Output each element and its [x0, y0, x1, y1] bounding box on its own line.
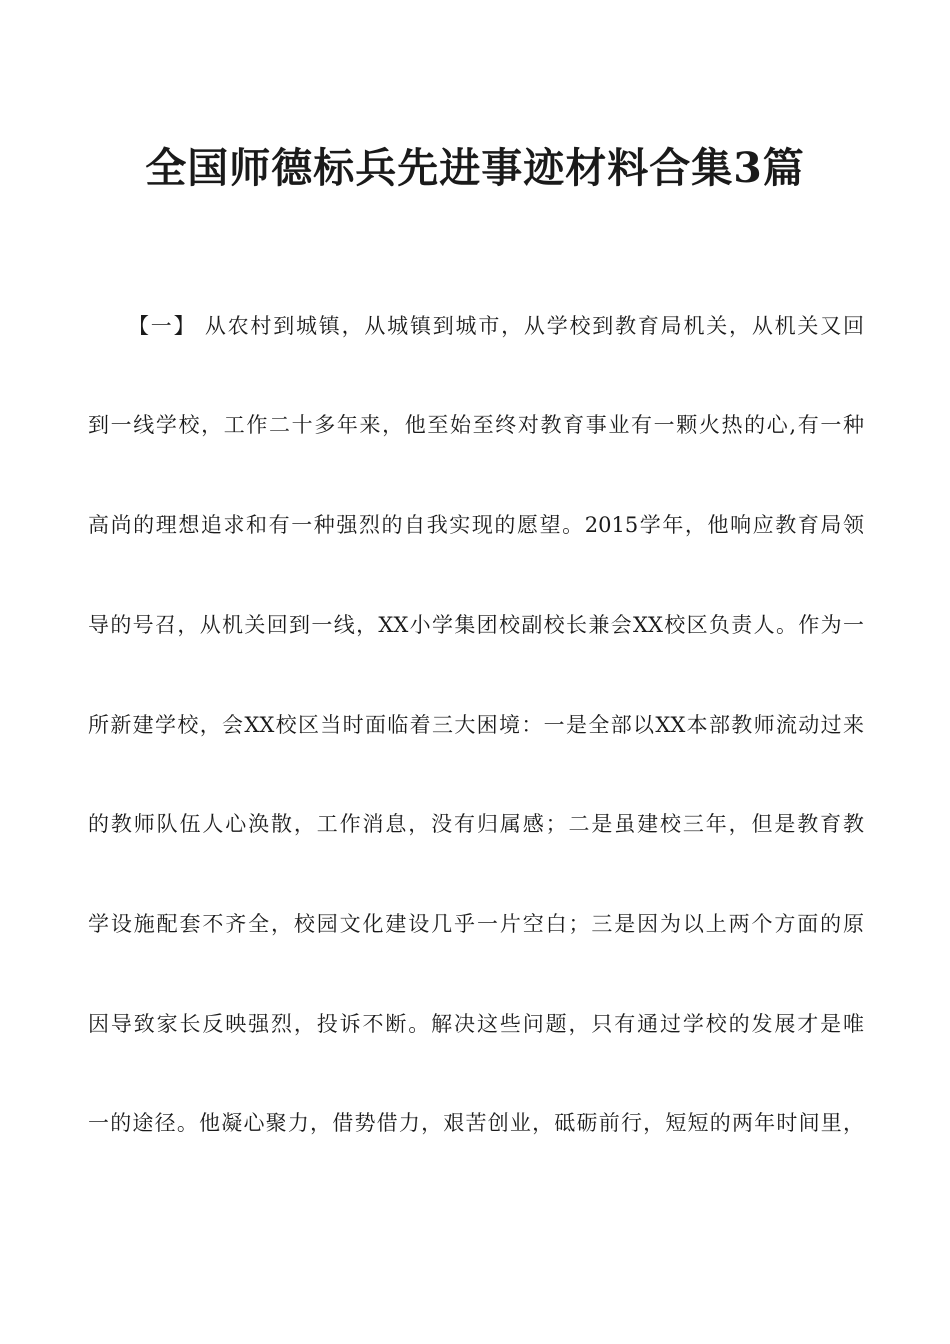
paragraph-line: 的教师队伍人心涣散，工作消息，没有归属感；二是虽建校三年，但是教育教	[88, 812, 864, 836]
paragraph-line: 学设施配套不齐全，校园文化建设几乎一片空白；三是因为以上两个方面的原	[88, 912, 864, 936]
paragraph-line: 导的号召，从机关回到一线，XX小学集团校副校长兼会XX校区负责人。作为一	[88, 613, 864, 637]
paragraph-line: 因导致家长反映强烈，投诉不断。解决这些问题，只有通过学校的发展才是唯	[88, 1012, 864, 1036]
paragraph-line: 【一】 从农村到城镇，从城镇到城市，从学校到教育局机关，从机关又回	[128, 314, 864, 338]
paragraph-line: 高尚的理想追求和有一种强烈的自我实现的愿望。2015学年，他响应教育局领	[88, 513, 864, 537]
paragraph-line: 所新建学校，会XX校区当时面临着三大困境：一是全部以XX本部教师流动过来	[88, 713, 864, 737]
paragraph-line: 一的途径。他凝心聚力，借势借力，艰苦创业，砥砺前行，短短的两年时间里，	[88, 1111, 864, 1135]
document-title: 全国师德标兵先进事迹材料合集3篇	[145, 144, 805, 192]
paragraph-line: 到一线学校，工作二十多年来，他至始至终对教育事业有一颗火热的心,有一种	[88, 413, 864, 437]
